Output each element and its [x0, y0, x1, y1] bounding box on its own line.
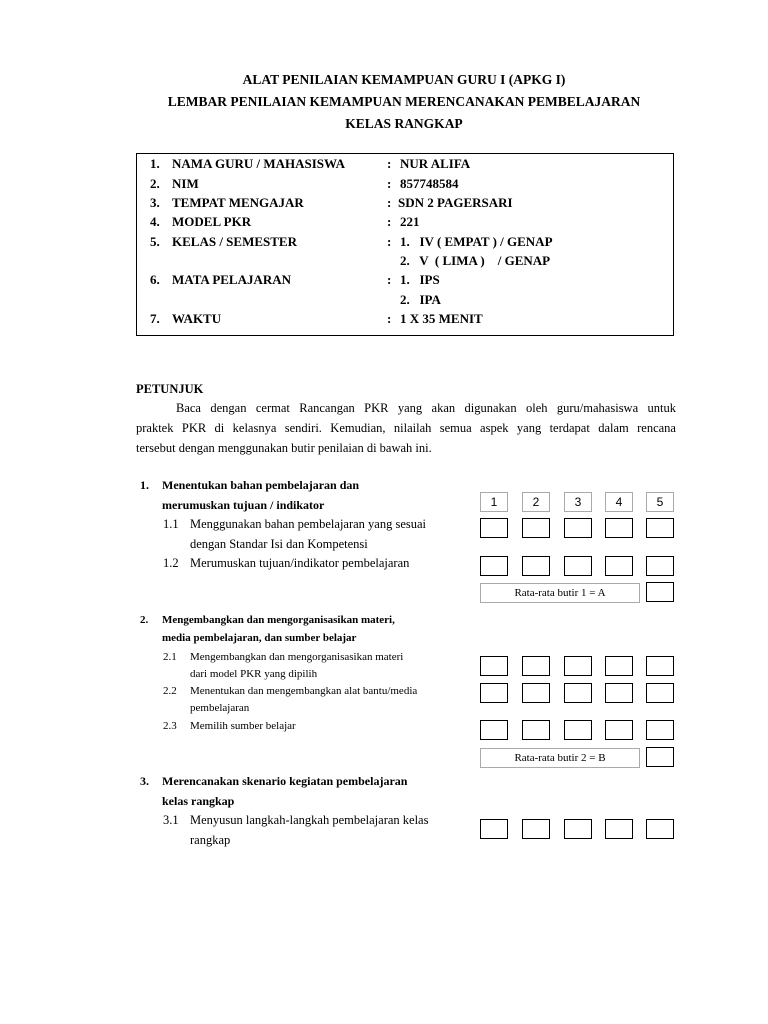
instructions-line: praktek PKR di kelasnya sendiri. Kemudian, nilailah semua aspek yang terdapat dalam rencana — [136, 421, 676, 435]
item-1-1-text: dengan Standar Isi dan Kompetensi — [190, 537, 368, 551]
identity-colon: : — [387, 195, 392, 210]
score-box-1-1-3[interactable] — [564, 518, 592, 538]
score-box-1-2-2[interactable] — [522, 556, 550, 576]
item-3-1-num: 3.1 — [163, 813, 179, 827]
scale-2: 2 — [522, 492, 550, 512]
score-box-1-2-1[interactable] — [480, 556, 508, 576]
scale-4: 4 — [605, 492, 633, 512]
identity-colon: : — [387, 311, 392, 326]
identity-value: NUR ALIFA — [400, 156, 471, 171]
item-2-2-text: pembelajaran — [190, 702, 250, 714]
instructions-line: Baca dengan cermat Rancangan PKR yang akan digunakan oleh guru/mahasiswa untuk — [176, 401, 676, 415]
average-box-1[interactable] — [646, 582, 674, 602]
score-box-2-3-1[interactable] — [480, 720, 508, 740]
document-subtitle: LEMBAR PENILAIAN KEMAMPUAN MERENCANAKAN PEMBELAJARAN — [167, 94, 641, 109]
identity-value: 1. IV ( EMPAT ) / GENAP — [400, 234, 553, 249]
identity-num: 6. — [150, 272, 160, 287]
score-box-2-1-3[interactable] — [564, 656, 592, 676]
identity-colon: : — [387, 214, 392, 229]
document-subtitle-class: KELAS RANGKAP — [345, 116, 463, 131]
average-box-2[interactable] — [646, 747, 674, 767]
score-box-3-1-2[interactable] — [522, 819, 550, 839]
identity-num: 4. — [150, 214, 160, 229]
score-box-2-2-5[interactable] — [646, 683, 674, 703]
score-box-2-1-5[interactable] — [646, 656, 674, 676]
score-box-2-2-3[interactable] — [564, 683, 592, 703]
section-1-num: 1. — [140, 478, 149, 492]
score-box-2-2-1[interactable] — [480, 683, 508, 703]
identity-label: WAKTU — [172, 311, 222, 326]
identity-label: NAMA GURU / MAHASISWA — [172, 156, 345, 171]
identity-num: 5. — [150, 234, 160, 249]
score-box-2-3-3[interactable] — [564, 720, 592, 740]
identity-value: SDN 2 PAGERSARI — [398, 195, 513, 210]
score-box-2-1-4[interactable] — [605, 656, 633, 676]
identity-num: 1. — [150, 156, 160, 171]
section-1-title: merumuskan tujuan / indikator — [162, 498, 325, 512]
score-box-1-1-1[interactable] — [480, 518, 508, 538]
score-box-3-1-3[interactable] — [564, 819, 592, 839]
score-box-3-1-5[interactable] — [646, 819, 674, 839]
scale-5: 5 — [646, 492, 674, 512]
document-title: ALAT PENILAIAN KEMAMPUAN GURU I (APKG I) — [242, 72, 566, 87]
item-3-1-text: Menyusun langkah-langkah pembelajaran kelas — [190, 813, 429, 827]
score-box-2-3-5[interactable] — [646, 720, 674, 740]
item-2-2-text: Menentukan dan mengembangkan alat bantu/media — [190, 685, 418, 697]
item-1-2-text: Merumuskan tujuan/indikator pembelajaran — [190, 556, 410, 570]
identity-label: KELAS / SEMESTER — [172, 234, 297, 249]
identity-value: 857748584 — [400, 176, 459, 191]
identity-colon: : — [387, 234, 392, 249]
score-box-2-2-4[interactable] — [605, 683, 633, 703]
score-box-1-2-3[interactable] — [564, 556, 592, 576]
item-2-1-text: Mengembangkan dan mengorganisasikan materi — [190, 651, 404, 663]
score-box-1-1-4[interactable] — [605, 518, 633, 538]
score-box-1-2-5[interactable] — [646, 556, 674, 576]
identity-label: NIM — [172, 176, 199, 191]
section-1-title: Menentukan bahan pembelajaran dan — [162, 478, 360, 492]
identity-num: 3. — [150, 195, 160, 210]
section-3-title: kelas rangkap — [162, 794, 235, 808]
score-box-3-1-4[interactable] — [605, 819, 633, 839]
identity-value: 1 X 35 MENIT — [400, 311, 483, 326]
section-3-num: 3. — [140, 774, 149, 788]
identity-label: MATA PELAJARAN — [172, 272, 292, 287]
identity-num: 7. — [150, 311, 160, 326]
section-2-num: 2. — [140, 614, 149, 626]
identity-value: 2. IPA — [400, 292, 441, 307]
scale-3: 3 — [564, 492, 592, 512]
score-box-1-1-2[interactable] — [522, 518, 550, 538]
identity-colon: : — [387, 272, 392, 287]
item-1-2-num: 1.2 — [163, 556, 179, 570]
identity-value: 2. V ( LIMA ) / GENAP — [400, 253, 551, 268]
score-box-2-1-2[interactable] — [522, 656, 550, 676]
section-2-title: media pembelajaran, dan sumber belajar — [162, 632, 357, 644]
item-1-1-text: Menggunakan bahan pembelajaran yang sesuai — [190, 517, 427, 531]
identity-value: 1. IPS — [400, 272, 440, 287]
average-label-2: Rata-rata butir 2 = B — [480, 748, 640, 768]
item-2-2-num: 2.2 — [163, 685, 177, 697]
identity-label: TEMPAT MENGAJAR — [172, 195, 304, 210]
item-2-1-text: dari model PKR yang dipilih — [190, 668, 318, 680]
average-label-1: Rata-rata butir 1 = A — [480, 583, 640, 603]
instructions-line: tersebut dengan menggunakan butir penilaian di bawah ini. — [136, 441, 432, 455]
item-2-3-num: 2.3 — [163, 720, 177, 732]
item-2-1-num: 2.1 — [163, 651, 177, 663]
section-2-title: Mengembangkan dan mengorganisasikan materi, — [162, 614, 395, 626]
score-box-1-2-4[interactable] — [605, 556, 633, 576]
item-2-3-text: Memilih sumber belajar — [190, 720, 296, 732]
scale-1: 1 — [480, 492, 508, 512]
identity-num: 2. — [150, 176, 160, 191]
score-box-2-1-1[interactable] — [480, 656, 508, 676]
identity-colon: : — [387, 176, 392, 191]
score-box-2-3-2[interactable] — [522, 720, 550, 740]
score-box-2-2-2[interactable] — [522, 683, 550, 703]
score-box-3-1-1[interactable] — [480, 819, 508, 839]
item-1-1-num: 1.1 — [163, 517, 179, 531]
identity-colon: : — [387, 156, 392, 171]
identity-value: 221 — [400, 214, 420, 229]
item-3-1-text: rangkap — [190, 833, 231, 847]
identity-label: MODEL PKR — [172, 214, 252, 229]
score-box-2-3-4[interactable] — [605, 720, 633, 740]
section-3-title: Merencanakan skenario kegiatan pembelajaran — [162, 774, 408, 788]
score-box-1-1-5[interactable] — [646, 518, 674, 538]
instructions-heading: PETUNJUK — [136, 382, 204, 396]
